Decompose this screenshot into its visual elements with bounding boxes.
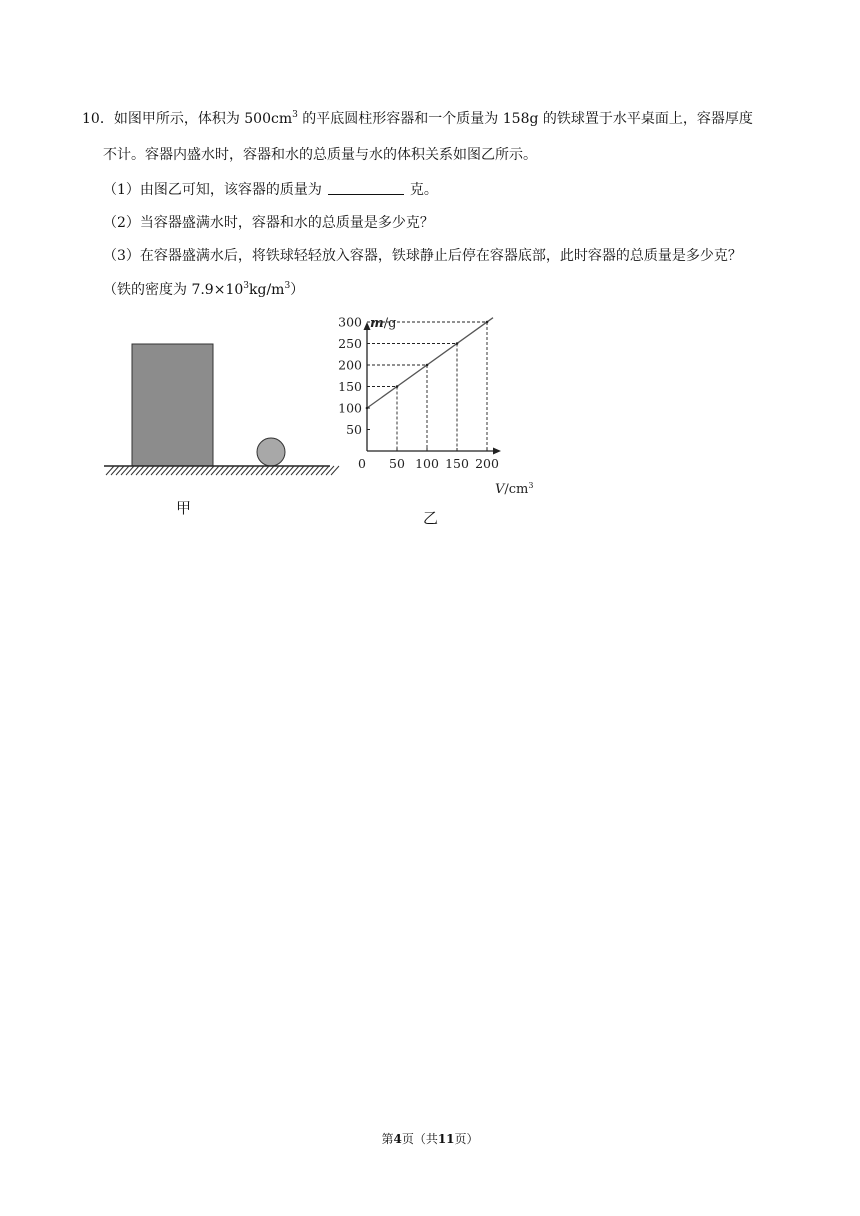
question-line-2: 不计。容器内盛水时，容器和水的总质量与水的体积关系如图乙所示。 <box>103 147 537 163</box>
x-tick-label: 100 <box>415 456 439 471</box>
figure-jia <box>100 336 340 486</box>
x-tick-label: 150 <box>445 456 469 471</box>
figure-yi-caption: 乙 <box>423 509 439 527</box>
footer-text-c: 页） <box>454 1132 479 1146</box>
data-point <box>426 364 429 367</box>
note-text-c: ） <box>290 282 305 298</box>
y-tick-label: 250 <box>338 336 362 351</box>
sub-question-1-text: （1）由图乙可知，该容器的质量为 <box>103 182 322 198</box>
chart-series <box>366 318 493 410</box>
page-total: 11 <box>437 1132 455 1146</box>
y-tick-label: 300 <box>338 314 362 330</box>
x-tick-label: 50 <box>389 456 405 471</box>
cylindrical-container <box>132 344 213 466</box>
figure-yi-chart <box>330 310 550 500</box>
figure-jia-caption: 甲 <box>176 499 192 517</box>
chart-guides <box>367 322 487 451</box>
x-tick-label: 0 <box>358 456 366 471</box>
data-point <box>486 321 489 324</box>
series-line <box>367 318 493 408</box>
note-superscript-2: 3 <box>284 281 291 291</box>
sub-question-3: （3）在容器盛满水后，将铁球轻轻放入容器，铁球静止后停在容器底部，此时容器的总质量是多少克？ <box>103 248 742 264</box>
footer-text-b: 页（共 <box>401 1132 438 1146</box>
iron-ball <box>257 438 285 466</box>
footer-text-a: 第 <box>381 1132 394 1146</box>
density-note <box>103 281 304 299</box>
answer-blank[interactable] <box>328 182 404 195</box>
y-tick-label: 50 <box>346 422 362 437</box>
question-text-a: 如图甲所示，体积为 500cm <box>113 111 293 127</box>
x-axis-label: $V/cm^3$ <box>495 481 534 497</box>
y-tick-label: 150 <box>338 379 362 394</box>
sub-question-1-unit: 克。 <box>409 182 438 198</box>
sub-question-1 <box>103 181 438 199</box>
page-footer <box>0 1130 860 1147</box>
y-tick-label: 200 <box>338 357 362 373</box>
y-tick-label: 100 <box>338 400 362 416</box>
note-text-a: （铁的密度为 7.9×10 <box>103 282 244 298</box>
chart-ticks <box>338 315 499 472</box>
question-text-b: 的平底圆柱形容器和一个质量为 158g 的铁球置于水平桌面上，容器厚度 <box>297 111 753 127</box>
question-line-1 <box>82 110 753 128</box>
x-tick-label: 200 <box>475 456 499 471</box>
page-number: 4 <box>393 1132 402 1146</box>
table-hatching <box>106 466 339 475</box>
x-axis-arrow <box>493 448 501 455</box>
superscript: 3 <box>292 110 298 120</box>
sub-question-2: （2）当容器盛满水时，容器和水的总质量是多少克？ <box>103 215 434 231</box>
note-superscript-1: 3 <box>243 281 249 291</box>
question-number: 10． <box>82 111 114 127</box>
y-axis-label: m/g <box>370 316 397 331</box>
data-point <box>456 342 459 345</box>
note-text-b: kg/m <box>249 282 285 298</box>
data-point <box>396 385 399 388</box>
